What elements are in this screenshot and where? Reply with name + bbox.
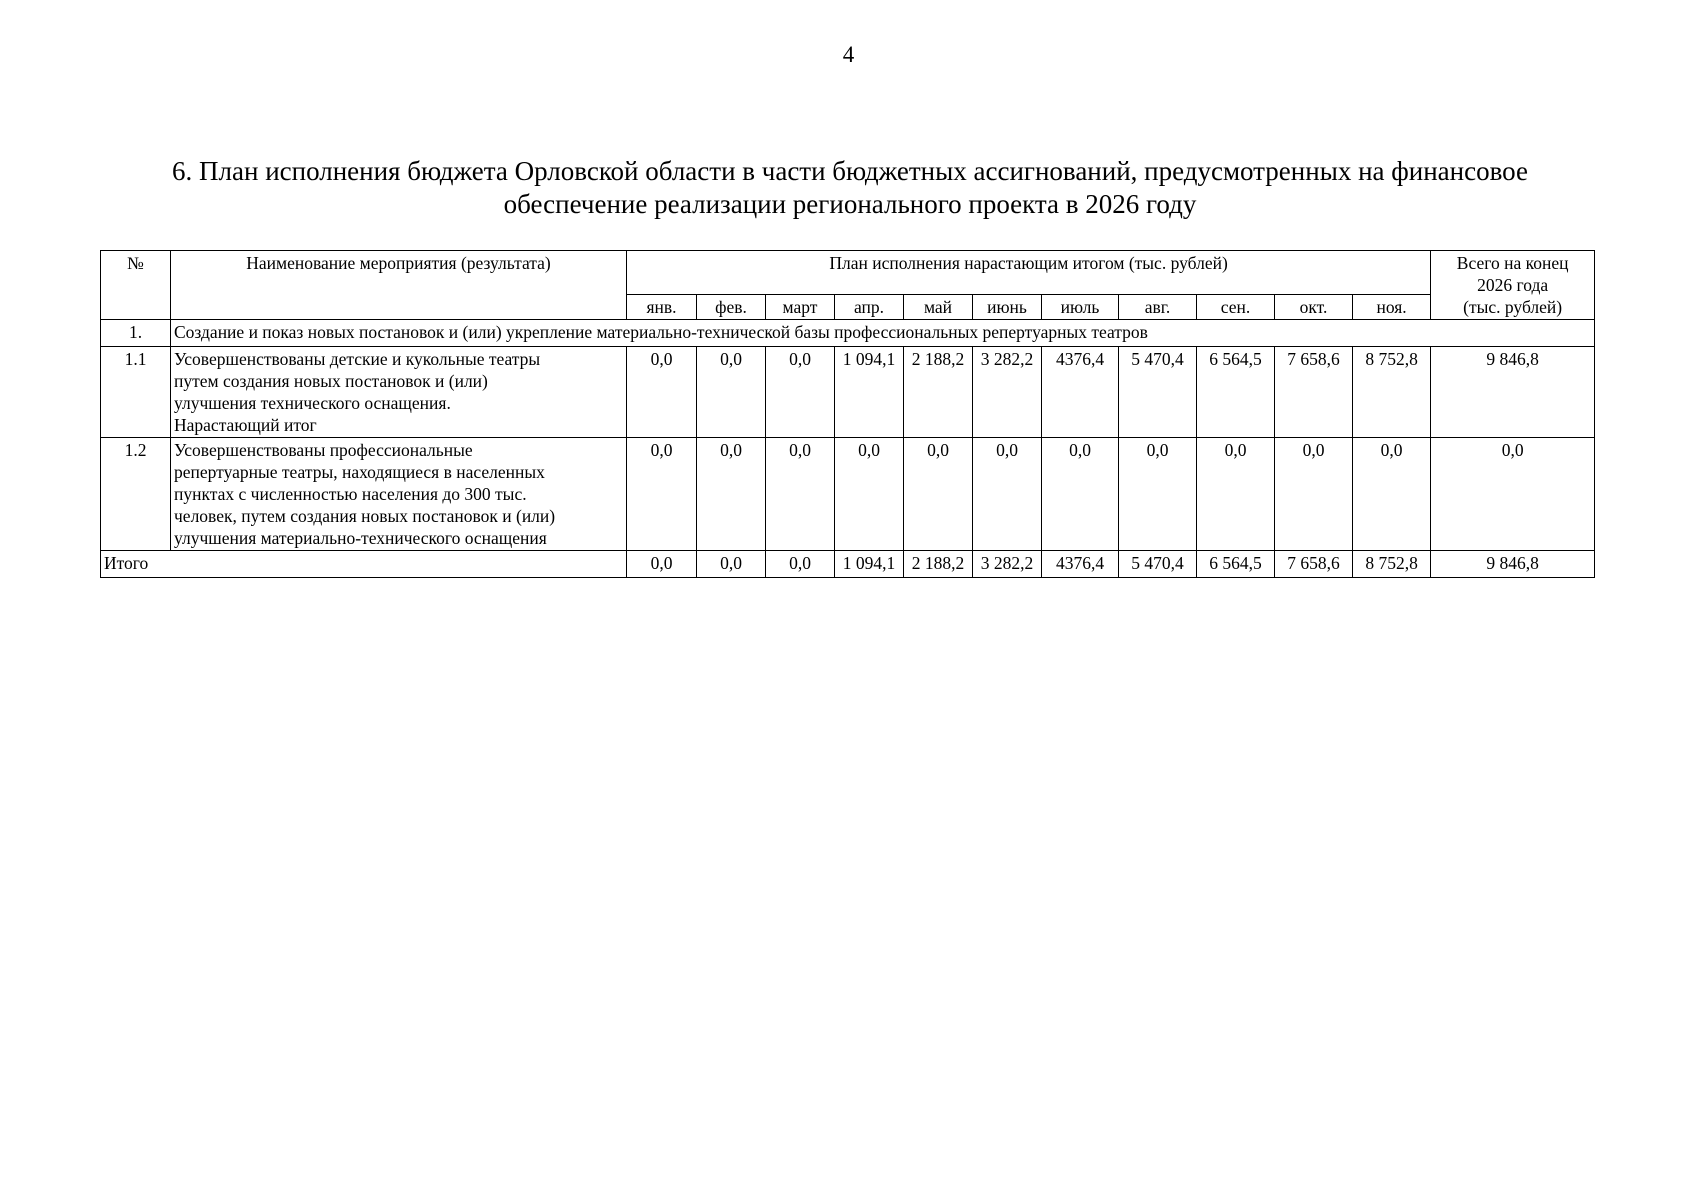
header-month-jul: июль [1042,295,1119,320]
value-cell: 0,0 [1119,438,1197,551]
value-cell: 8 752,8 [1353,347,1431,438]
row-name-line: человек, путем создания новых постановок и (или) [174,506,556,526]
value-cell: 7 658,6 [1275,551,1353,578]
value-cell: 0,0 [766,438,835,551]
section-row [101,320,1595,347]
section-name: Создание и показ новых постановок и (или) укрепление материально-технической базы профессиональных репертуарных театров [171,320,1595,347]
value-cell: 0,0 [697,551,766,578]
value-cell: 0,0 [766,347,835,438]
row-name-line: Нарастающий итог [174,415,317,435]
header-month-feb: фев. [697,295,766,320]
header-month-oct: окт. [1275,295,1353,320]
total-label: Итого [101,551,627,578]
title-line-2: обеспечение реализации регионального проекта в 2026 году [503,189,1197,219]
value-cell: 0,0 [1197,438,1275,551]
value-cell: 0,0 [973,438,1042,551]
value-cell: 0,0 [697,347,766,438]
value-cell: 0,0 [1042,438,1119,551]
total-cell: 0,0 [1431,438,1595,551]
header-month-sep: сен. [1197,295,1275,320]
value-cell: 3 282,2 [973,551,1042,578]
row-name [171,438,627,551]
row-number: 1.2 [101,438,171,551]
section-number: 1. [101,320,171,347]
row-number: 1.1 [101,347,171,438]
value-cell: 6 564,5 [1197,347,1275,438]
value-cell: 1 094,1 [835,551,904,578]
value-cell: 3 282,2 [973,347,1042,438]
row-name-line: путем создания новых постановок и (или) [174,371,488,391]
value-cell: 6 564,5 [1197,551,1275,578]
value-cell: 0,0 [1353,438,1431,551]
page-number: 4 [842,42,855,67]
row-name-line: улучшения материально-технического оснащения [174,528,547,548]
total-row [101,551,1595,578]
value-cell: 0,0 [835,438,904,551]
row-name-line: Усовершенствованы профессиональные [174,440,473,460]
budget-plan-table [100,250,1595,578]
table-row [101,438,1595,551]
header-plan-group: План исполнения нарастающим итогом (тыс. рублей) [627,251,1431,295]
header-name: Наименование мероприятия (результата) [171,251,627,320]
header-total-line-3: (тыс. рублей) [1463,297,1563,317]
total-cell: 9 846,8 [1431,551,1595,578]
value-cell: 2 188,2 [904,347,973,438]
total-cell: 9 846,8 [1431,347,1595,438]
header-row-group [101,251,1595,295]
header-number: № [101,251,171,320]
row-name-line: улучшения технического оснащения. [174,393,451,413]
row-name-line: Усовершенствованы детские и кукольные театры [174,349,541,369]
value-cell: 0,0 [627,347,697,438]
value-cell: 0,0 [697,438,766,551]
value-cell: 5 470,4 [1119,551,1197,578]
value-cell: 0,0 [627,438,697,551]
value-cell: 0,0 [766,551,835,578]
header-total [1431,251,1595,320]
header-month-jan: янв. [627,295,697,320]
value-cell: 4376,4 [1042,551,1119,578]
title-line-1: 6. План исполнения бюджета Орловской области в части бюджетных ассигнований, предусмотренных на финансовое [172,156,1528,186]
value-cell: 0,0 [627,551,697,578]
document-title [100,155,1600,221]
value-cell: 0,0 [1275,438,1353,551]
table-row [101,347,1595,438]
value-cell: 4376,4 [1042,347,1119,438]
row-name-line: репертуарные театры, находящиеся в населенных [174,462,545,482]
value-cell: 0,0 [904,438,973,551]
header-month-may: май [904,295,973,320]
value-cell: 1 094,1 [835,347,904,438]
header-month-apr: апр. [835,295,904,320]
header-month-nov: ноя. [1353,295,1431,320]
header-month-aug: авг. [1119,295,1197,320]
value-cell: 8 752,8 [1353,551,1431,578]
row-name [171,347,627,438]
header-total-line-1: Всего на конец [1456,253,1569,273]
header-month-jun: июнь [973,295,1042,320]
header-total-line-2: 2026 года [1477,275,1549,295]
header-month-mar: март [766,295,835,320]
value-cell: 2 188,2 [904,551,973,578]
value-cell: 7 658,6 [1275,347,1353,438]
value-cell: 5 470,4 [1119,347,1197,438]
row-name-line: пунктах с численностью населения до 300 тыс. [174,484,527,504]
